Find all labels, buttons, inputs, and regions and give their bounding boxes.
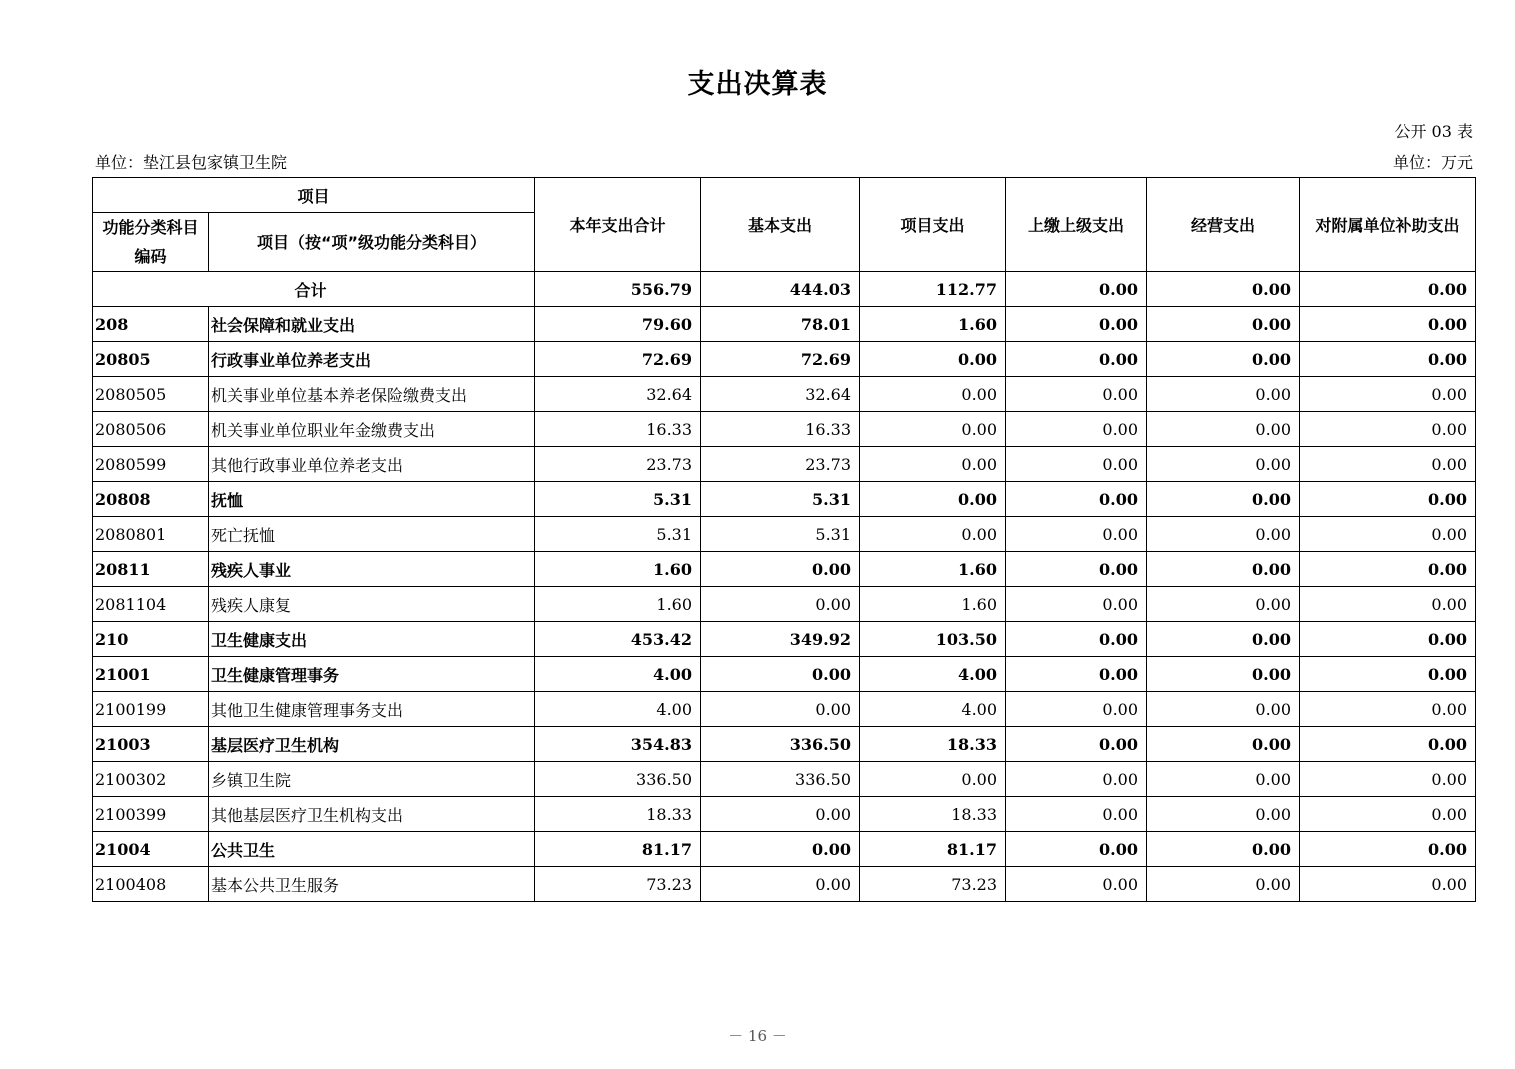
row-value: 0.00 <box>1006 762 1147 797</box>
expenditure-table <box>92 177 1476 902</box>
row-name: 残疾人康复 <box>209 587 535 622</box>
row-value: 0.00 <box>1006 797 1147 832</box>
row-value: 5.31 <box>535 517 701 552</box>
row-value: 18.33 <box>535 797 701 832</box>
row-value: 0.00 <box>1300 377 1476 412</box>
row-code: 2080505 <box>93 377 209 412</box>
row-value: 4.00 <box>535 692 701 727</box>
currency-unit: 单位：万元 <box>1392 153 1473 172</box>
row-name: 基层医疗卫生机构 <box>209 727 535 762</box>
row-value: 336.50 <box>701 762 860 797</box>
row-value: 0.00 <box>860 517 1006 552</box>
row-value: 0.00 <box>701 692 860 727</box>
table-row <box>93 517 1476 552</box>
row-value: 79.60 <box>535 307 701 342</box>
row-value: 0.00 <box>1147 867 1300 902</box>
row-value: 0.00 <box>1300 797 1476 832</box>
total-value: 0.00 <box>1147 272 1300 307</box>
row-value: 0.00 <box>1006 517 1147 552</box>
row-code: 20808 <box>93 482 209 517</box>
row-value: 0.00 <box>1300 517 1476 552</box>
row-value: 0.00 <box>1300 622 1476 657</box>
row-value: 0.00 <box>1300 867 1476 902</box>
row-value: 0.00 <box>1006 657 1147 692</box>
row-value: 78.01 <box>701 307 860 342</box>
row-code: 2100408 <box>93 867 209 902</box>
row-value: 0.00 <box>1147 762 1300 797</box>
header-col-subsidy: 对附属单位补助支出 <box>1300 178 1476 272</box>
row-value: 0.00 <box>701 657 860 692</box>
row-code: 2100302 <box>93 762 209 797</box>
row-value: 0.00 <box>1006 587 1147 622</box>
table-row <box>93 832 1476 867</box>
row-value: 0.00 <box>1300 447 1476 482</box>
row-value: 0.00 <box>1147 412 1300 447</box>
row-value: 32.64 <box>701 377 860 412</box>
table-row <box>93 867 1476 902</box>
page-title: 支出决算表 <box>687 69 828 100</box>
table-row <box>93 447 1476 482</box>
row-name: 行政事业单位养老支出 <box>209 342 535 377</box>
row-value: 5.31 <box>701 517 860 552</box>
table-row <box>93 587 1476 622</box>
row-value: 0.00 <box>860 482 1006 517</box>
row-name: 公共卫生 <box>209 832 535 867</box>
table-row <box>93 482 1476 517</box>
row-code: 2100199 <box>93 692 209 727</box>
row-code: 20811 <box>93 552 209 587</box>
row-name: 机关事业单位基本养老保险缴费支出 <box>209 377 535 412</box>
row-value: 354.83 <box>535 727 701 762</box>
header-col-business: 经营支出 <box>1147 178 1300 272</box>
table-row <box>93 797 1476 832</box>
row-value: 0.00 <box>1300 762 1476 797</box>
table-row <box>93 762 1476 797</box>
row-value: 0.00 <box>1300 832 1476 867</box>
row-value: 349.92 <box>701 622 860 657</box>
row-value: 0.00 <box>1147 797 1300 832</box>
row-value: 336.50 <box>535 762 701 797</box>
row-value: 18.33 <box>860 797 1006 832</box>
row-value: 0.00 <box>1006 867 1147 902</box>
row-code: 21004 <box>93 832 209 867</box>
row-value: 0.00 <box>1147 657 1300 692</box>
form-number: 公开 03 表 <box>1394 122 1473 141</box>
row-code: 2080506 <box>93 412 209 447</box>
row-value: 72.69 <box>701 342 860 377</box>
total-value: 0.00 <box>1006 272 1147 307</box>
row-value: 5.31 <box>701 482 860 517</box>
row-value: 0.00 <box>1006 552 1147 587</box>
row-value: 73.23 <box>535 867 701 902</box>
row-value: 0.00 <box>860 377 1006 412</box>
row-value: 32.64 <box>535 377 701 412</box>
row-name: 基本公共卫生服务 <box>209 867 535 902</box>
row-name: 乡镇卫生院 <box>209 762 535 797</box>
row-value: 0.00 <box>1300 307 1476 342</box>
row-value: 0.00 <box>860 762 1006 797</box>
row-name: 卫生健康支出 <box>209 622 535 657</box>
header-project: 项目 <box>93 178 535 213</box>
row-value: 0.00 <box>1300 412 1476 447</box>
row-name: 抚恤 <box>209 482 535 517</box>
row-value: 0.00 <box>1300 692 1476 727</box>
row-value: 0.00 <box>1006 377 1147 412</box>
row-value: 73.23 <box>860 867 1006 902</box>
row-value: 4.00 <box>860 657 1006 692</box>
table-row <box>93 412 1476 447</box>
header-name: 项目（按“项”级功能分类科目） <box>209 213 535 272</box>
total-row <box>93 272 1476 307</box>
total-label: 合计 <box>93 272 535 307</box>
header-col-project: 项目支出 <box>860 178 1006 272</box>
row-value: 0.00 <box>1147 307 1300 342</box>
row-name: 其他卫生健康管理事务支出 <box>209 692 535 727</box>
row-value: 336.50 <box>701 727 860 762</box>
row-value: 4.00 <box>860 692 1006 727</box>
row-value: 0.00 <box>701 867 860 902</box>
header-code: 功能分类科目编码 <box>93 213 209 272</box>
row-value: 16.33 <box>535 412 701 447</box>
row-code: 2100399 <box>93 797 209 832</box>
row-value: 0.00 <box>1147 692 1300 727</box>
row-code: 21001 <box>93 657 209 692</box>
table-row <box>93 342 1476 377</box>
row-name: 其他行政事业单位养老支出 <box>209 447 535 482</box>
row-name: 卫生健康管理事务 <box>209 657 535 692</box>
row-code: 20805 <box>93 342 209 377</box>
row-value: 0.00 <box>1006 622 1147 657</box>
row-value: 0.00 <box>1147 587 1300 622</box>
row-value: 0.00 <box>1006 307 1147 342</box>
header-col-basic: 基本支出 <box>701 178 860 272</box>
table-row <box>93 552 1476 587</box>
reporting-unit: 单位：垫江县包家镇卫生院 <box>95 153 288 172</box>
row-value: 0.00 <box>1147 552 1300 587</box>
page-number: － 16 － <box>728 1027 787 1045</box>
row-value: 103.50 <box>860 622 1006 657</box>
table-row <box>93 657 1476 692</box>
row-value: 0.00 <box>1147 517 1300 552</box>
row-value: 0.00 <box>1006 447 1147 482</box>
row-value: 0.00 <box>701 797 860 832</box>
row-value: 0.00 <box>860 342 1006 377</box>
row-value: 0.00 <box>1006 412 1147 447</box>
row-value: 0.00 <box>1147 727 1300 762</box>
row-value: 0.00 <box>1147 342 1300 377</box>
row-value: 5.31 <box>535 482 701 517</box>
row-value: 0.00 <box>1006 482 1147 517</box>
row-value: 0.00 <box>1300 727 1476 762</box>
row-value: 0.00 <box>701 552 860 587</box>
total-value: 112.77 <box>860 272 1006 307</box>
row-value: 0.00 <box>1006 342 1147 377</box>
total-value: 444.03 <box>701 272 860 307</box>
row-value: 0.00 <box>1300 587 1476 622</box>
row-value: 0.00 <box>860 447 1006 482</box>
row-value: 81.17 <box>535 832 701 867</box>
total-value: 556.79 <box>535 272 701 307</box>
row-code: 210 <box>93 622 209 657</box>
table-row <box>93 307 1476 342</box>
row-value: 23.73 <box>701 447 860 482</box>
row-value: 72.69 <box>535 342 701 377</box>
row-value: 0.00 <box>1006 692 1147 727</box>
row-name: 其他基层医疗卫生机构支出 <box>209 797 535 832</box>
row-value: 1.60 <box>535 552 701 587</box>
row-value: 0.00 <box>1300 342 1476 377</box>
table-row <box>93 692 1476 727</box>
row-value: 1.60 <box>860 307 1006 342</box>
row-value: 0.00 <box>1147 377 1300 412</box>
header-col-remit: 上缴上级支出 <box>1006 178 1147 272</box>
row-value: 18.33 <box>860 727 1006 762</box>
table-row <box>93 727 1476 762</box>
row-value: 16.33 <box>701 412 860 447</box>
row-value: 453.42 <box>535 622 701 657</box>
row-name: 机关事业单位职业年金缴费支出 <box>209 412 535 447</box>
row-value: 0.00 <box>1300 657 1476 692</box>
row-value: 81.17 <box>860 832 1006 867</box>
row-value: 23.73 <box>535 447 701 482</box>
row-code: 2080801 <box>93 517 209 552</box>
row-code: 21003 <box>93 727 209 762</box>
row-name: 残疾人事业 <box>209 552 535 587</box>
total-value: 0.00 <box>1300 272 1476 307</box>
row-value: 0.00 <box>1147 622 1300 657</box>
row-value: 0.00 <box>1300 482 1476 517</box>
row-value: 1.60 <box>860 552 1006 587</box>
row-value: 1.60 <box>535 587 701 622</box>
row-value: 0.00 <box>1147 482 1300 517</box>
table-row <box>93 377 1476 412</box>
row-value: 0.00 <box>1147 447 1300 482</box>
row-value: 0.00 <box>701 832 860 867</box>
row-code: 2080599 <box>93 447 209 482</box>
row-value: 0.00 <box>1147 832 1300 867</box>
table-row <box>93 622 1476 657</box>
row-value: 4.00 <box>535 657 701 692</box>
row-value: 0.00 <box>860 412 1006 447</box>
row-value: 0.00 <box>701 587 860 622</box>
row-code: 2081104 <box>93 587 209 622</box>
row-name: 死亡抚恤 <box>209 517 535 552</box>
row-value: 1.60 <box>860 587 1006 622</box>
row-value: 0.00 <box>1300 552 1476 587</box>
header-col-total: 本年支出合计 <box>535 178 701 272</box>
row-value: 0.00 <box>1006 727 1147 762</box>
row-value: 0.00 <box>1006 832 1147 867</box>
row-code: 208 <box>93 307 209 342</box>
row-name: 社会保障和就业支出 <box>209 307 535 342</box>
